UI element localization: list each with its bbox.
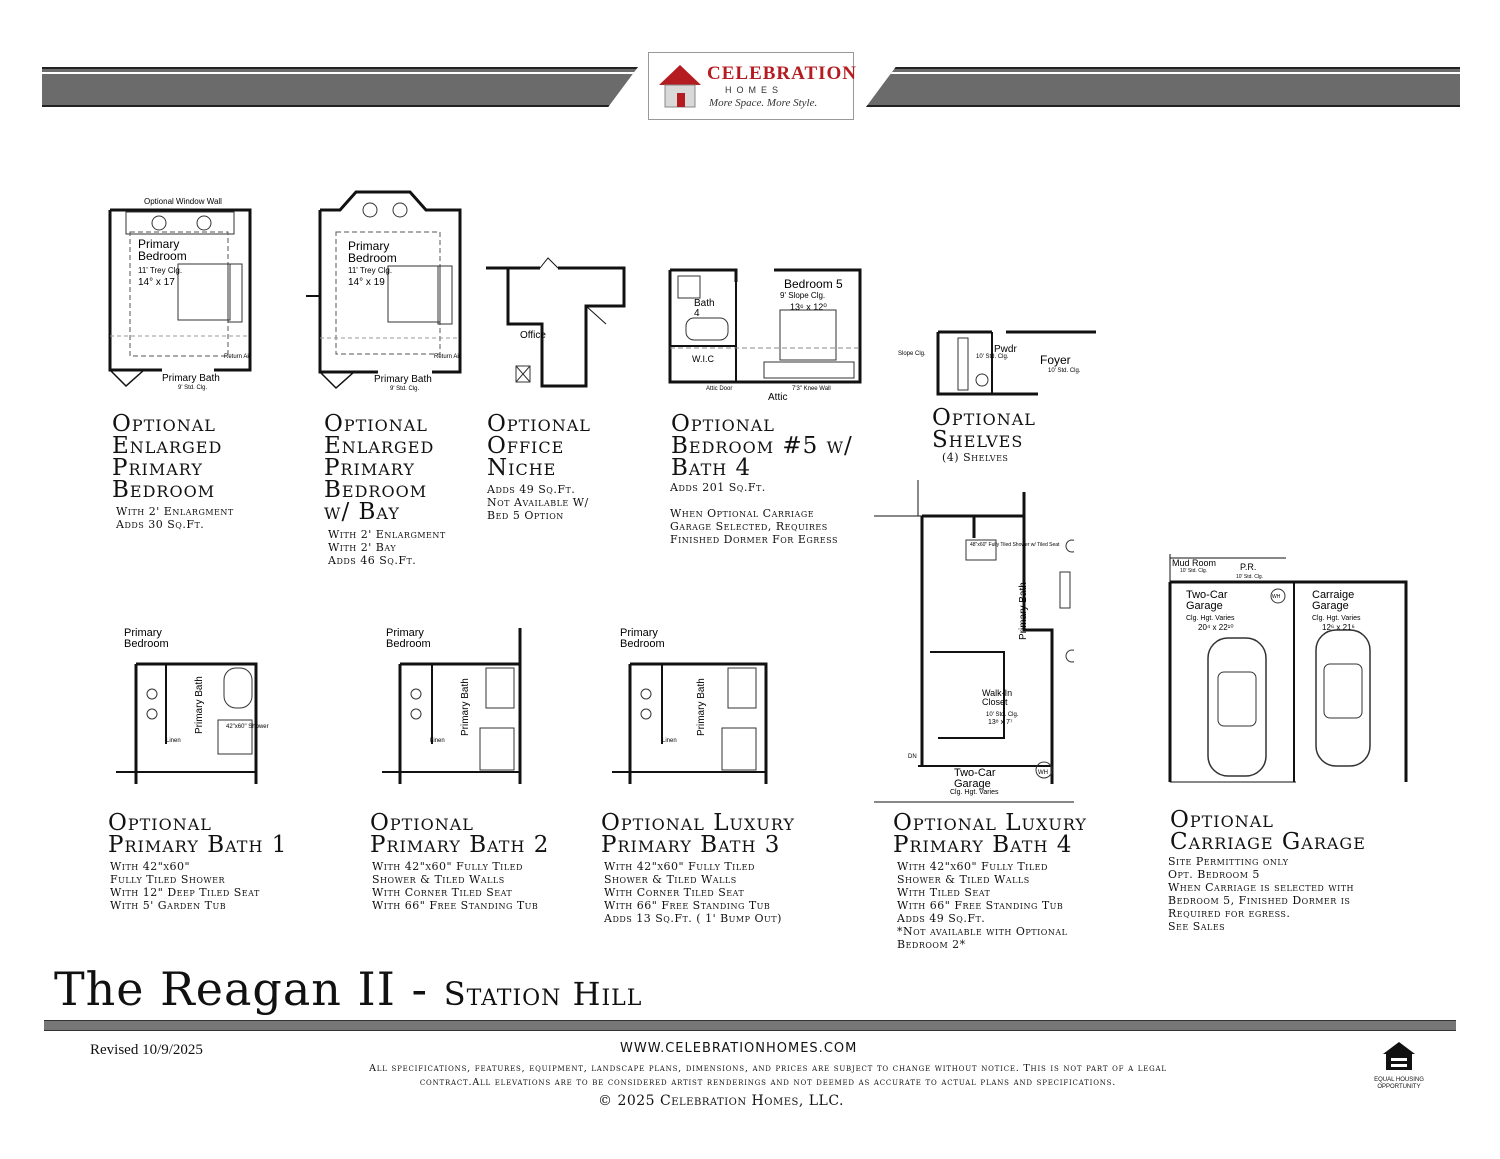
option-title: Optional Primary Bath 1 (108, 810, 288, 858)
option-note: (4) Shelves (942, 451, 1009, 464)
return-air: Return Air (434, 354, 461, 360)
bath1-label: Primary Bath (194, 676, 205, 734)
mud-room-label: Mud Room (1172, 558, 1217, 568)
bedroom5-label: Bedroom 5 (784, 277, 843, 291)
pr-clg: 10' Std. Clg. (1236, 574, 1264, 580)
bedroom-dim: 14° x 17 (138, 277, 175, 288)
option-title: Optional Enlarged Primary Bedroom w/ Bay (324, 411, 435, 525)
page-title (54, 962, 642, 1016)
option-note: With 2' Enlargment With 2' Bay Adds 46 Sq.Ft. (328, 528, 446, 567)
bedroom5-dim: 13⁶ x 12⁰ (790, 302, 827, 312)
wic-label: W.I.C (692, 354, 714, 364)
carriage-label: Carraige Garage (1312, 589, 1355, 612)
equal-housing-icon (1379, 1040, 1419, 1072)
bath4-label: Bath 4 (694, 298, 715, 319)
pwdr-clg: 10' Std. Clg. (976, 354, 1009, 360)
bedroom-clg: 11' Trey Clg. (138, 266, 183, 275)
car-icon (1316, 630, 1370, 766)
bath1-shower: 42"x60" Shower (226, 724, 269, 730)
equal-housing-logo (1374, 1040, 1424, 1091)
dn-label: DN (908, 754, 917, 760)
closet-clg: 10' Std. Clg. (986, 712, 1019, 718)
pr-label: P.R. (1240, 562, 1257, 572)
bath2-bedroom: Primary Bedroom (386, 627, 431, 650)
carriage-dim: 12⁶ x 21⁶ (1322, 623, 1355, 632)
bath1-bedroom: Primary Bedroom (124, 627, 169, 650)
closet-dim: 13⁸ x 7⁷ (988, 719, 1013, 726)
garage-clg: Clg. Hgt. Varies (950, 789, 999, 796)
plan-primary-bath1 (106, 624, 286, 784)
bath3-linen: Linen (662, 738, 677, 744)
wh-label: WH (1272, 594, 1281, 600)
option-title: Optional Shelves (932, 405, 1036, 453)
attic-label: Attic (768, 392, 788, 403)
plan-enlarged-bedroom (104, 198, 256, 394)
title-sub: Station Hill (443, 975, 643, 1013)
plan-primary-bath4 (874, 480, 1074, 804)
bath4-label: Primary Bath (1018, 582, 1029, 640)
option-note: With 42"x60" Fully Tiled Shower With 12" Deep Tiled Seat With 5' Garden Tub (110, 860, 260, 912)
header-band-left (42, 67, 638, 107)
website-link[interactable]: WWW.CELEBRATIONHOMES.COM (620, 1041, 858, 1056)
option-note: Adds 49 Sq.Ft. Not Available W/ Bed 5 Option (487, 483, 589, 522)
bath4-shower: 48"x60" Fully Tiled Shower w/ Tiled Seat (970, 542, 1060, 548)
title-main: The Reagan II - (54, 962, 444, 1016)
revised-date: Revised 10/9/2025 (90, 1042, 203, 1058)
option-title: Optional Office Niche (487, 411, 591, 481)
option-note: Site Permitting only Opt. Bedroom 5 When Carriage is selected with Bedroom 5, Finished Dormer is Required for egress. See Sales (1168, 855, 1355, 933)
house-logo-icon (657, 61, 703, 111)
car-icon (1208, 638, 1266, 776)
closet-label: Walk-In Closet (982, 688, 1013, 707)
plan-primary-bath3 (606, 624, 786, 784)
option-title: Optional Carriage Garage (1170, 807, 1366, 855)
plan-enlarged-bedroom-bay (302, 186, 466, 394)
two-car-label: Two-Car Garage (1186, 589, 1228, 612)
disclaimer: All specifications, features, equipment, landscape plans, dimensions, and prices are subject to change without notice. This is not part of a legal contract.All elevations are to be considered artist renderings and not deemed as accurate to actual plans and specifications. (369, 1063, 1167, 1088)
bedroom-label: Primary Bedroom (138, 237, 187, 263)
foyer-label: Foyer (1040, 353, 1071, 367)
footer-band (44, 1020, 1456, 1031)
option-title: Optional Luxury Primary Bath 3 (601, 810, 795, 858)
logo-tagline: More Space. More Style. (709, 97, 818, 109)
two-car-dim: 20⁴ x 22¹⁰ (1198, 623, 1234, 632)
option-title: Optional Primary Bath 2 (370, 810, 550, 858)
bath2-linen: Linen (430, 738, 445, 744)
copyright: © 2025 Celebration Homes, LLC. (598, 1093, 845, 1109)
bedroom5-clg: 9' Slope Clg. (780, 291, 826, 300)
bath-label: Primary Bath (374, 374, 432, 385)
equal-housing-text: EQUAL HOUSING OPPORTUNITY (1374, 1077, 1424, 1090)
office-label: Office (520, 330, 546, 341)
mud-room-clg: 10' Std. Clg. (1180, 568, 1208, 574)
window-wall-label: Optional Window Wall (144, 198, 222, 206)
two-car-clg: Clg. Hgt. Varies (1186, 615, 1235, 622)
carriage-clg: Clg. Hgt. Varies (1312, 615, 1361, 622)
bath3-bedroom: Primary Bedroom (620, 627, 665, 650)
option-note: Adds 201 Sq.Ft. When Optional Carriage Garage Selected, Requires Finished Dormer For Egress (670, 481, 838, 546)
slope-clg: Slope Clg. (898, 351, 926, 357)
garage-label: Two-Car Garage (954, 767, 996, 790)
bath-clg: 9' Std. Clg. (178, 385, 208, 391)
option-title: Optional Luxury Primary Bath 4 (893, 810, 1087, 858)
bath3-label: Primary Bath (696, 678, 707, 736)
bedroom-clg: 11' Trey Clg. (348, 266, 393, 275)
plan-shelves (896, 322, 1102, 400)
celebration-homes-logo (648, 52, 858, 120)
bath1-linen: Linen (166, 738, 181, 744)
attic-door: Attic Door (706, 386, 733, 392)
plan-primary-bath2 (376, 624, 546, 784)
option-note: With 42"x60" Fully Tiled Shower & Tiled Walls With Tiled Seat With 66" Free Standing Tub Adds 49 Sq.Ft. *Not available with Optional Bedroom 2* (897, 860, 1068, 951)
wh-label: WH (1038, 770, 1048, 776)
foyer-clg: 10' Std. Clg. (1048, 368, 1081, 374)
option-title: Optional Bedroom #5 w/ Bath 4 (671, 411, 853, 481)
logo-name: CELEBRATION (707, 63, 858, 84)
bedroom-label: Primary Bedroom (348, 239, 397, 265)
knee-wall: 7'3" Knee Wall (792, 386, 831, 392)
bedroom-dim: 14° x 19 (348, 277, 385, 288)
bath2-label: Primary Bath (460, 678, 471, 736)
plan-carriage-garage (1166, 546, 1416, 796)
logo-sub: HOMES (725, 85, 784, 95)
return-air: Return Air (224, 354, 251, 360)
bath-label: Primary Bath (162, 373, 220, 384)
option-note: With 42"x60" Fully Tiled Shower & Tiled Walls With Corner Tiled Seat With 66" Free Standing Tub (372, 860, 539, 912)
option-note: With 2' Enlargment Adds 30 Sq.Ft. (116, 505, 234, 531)
header-band-right (866, 67, 1460, 107)
bath-clg: 9' Std. Clg. (390, 386, 420, 392)
option-title: Optional Enlarged Primary Bedroom (112, 411, 223, 503)
plan-office-niche (478, 254, 634, 392)
plan-bedroom5-bath4 (664, 264, 880, 404)
pwdr-label: Pwdr (994, 344, 1017, 355)
option-note: With 42"x60" Fully Tiled Shower & Tiled Walls With Corner Tiled Seat With 66" Free Standing Tub Adds 13 Sq.Ft. ( 1' Bump Out) (604, 860, 782, 925)
